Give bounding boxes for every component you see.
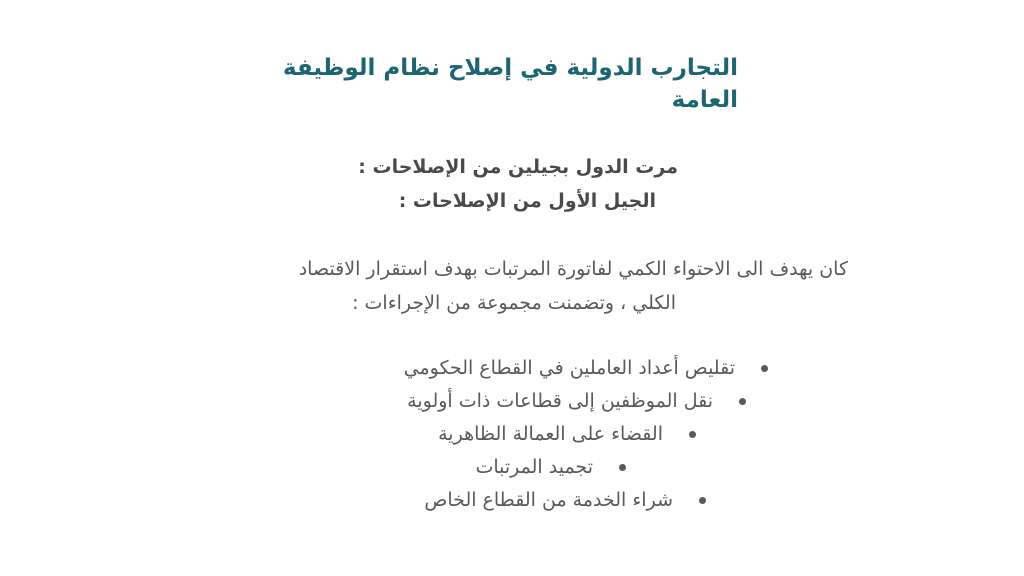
bullet-dot-icon [689,431,696,438]
bullet-dot-icon [739,398,746,405]
bullet-text: نقل الموظفين إلى قطاعات ذات أولوية [407,390,713,412]
bullet-dot-icon [699,497,706,504]
paragraph-line-2: الكلي ، وتضمنت مجموعة من الإجراءات : [352,292,676,314]
paragraph-line-1: كان يهدف الى الاحتواء الكمي لفاتورة المرتبات بهدف استقرار الاقتصاد [298,258,848,280]
slide-title-line-1: التجارب الدولية في إصلاح نظام الوظيفة [282,55,738,81]
bullet-item [475,451,626,483]
bullet-item [407,385,746,417]
section-subheading [258,150,678,218]
bullet-text: تقليص أعداد العاملين في القطاع الحكومي [403,357,735,379]
slide-title-line-2: العامة [671,87,738,113]
subheading-line-2: الجيل الأول من الإصلاحات : [398,190,656,212]
bullet-item [438,418,696,450]
bullet-dot-icon [761,365,768,372]
description-paragraph [128,252,848,320]
bullet-item [424,484,706,516]
bullet-dot-icon [619,464,626,471]
subheading-line-1: مرت الدول بجيلين من الإصلاحات : [358,156,678,178]
bullet-text: تجميد المرتبات [475,456,593,478]
slide-title [258,52,738,116]
bullet-text: شراء الخدمة من القطاع الخاص [424,489,673,511]
bullet-text: القضاء على العمالة الظاهرية [438,423,663,445]
bullet-item [404,352,768,384]
